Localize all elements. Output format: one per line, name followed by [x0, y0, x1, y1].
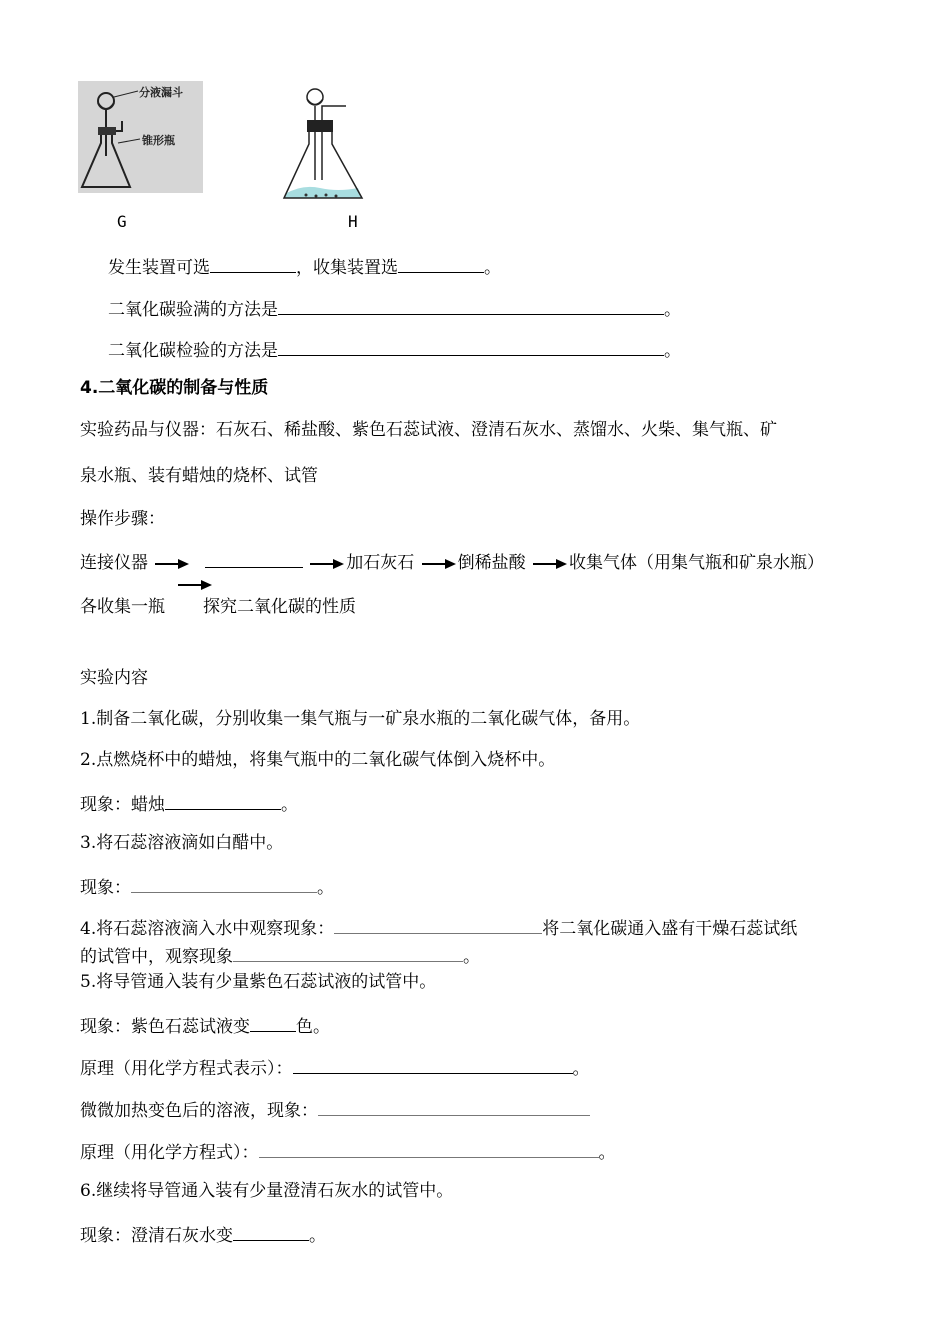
- full-check-question: [108, 296, 681, 321]
- step-text: 收集气体（用集气瓶和矿泉水瓶）: [569, 553, 825, 573]
- procedure-flow: [80, 549, 824, 574]
- procedure-arrow-2: [176, 574, 214, 594]
- flask-label: 锥形瓶: [142, 134, 175, 147]
- generation-collection-question: [108, 254, 501, 279]
- apparatus-h-drawing: [280, 84, 370, 209]
- question-text: 将二氧化碳通入盛有干燥石蕊试纸: [542, 919, 798, 939]
- answer-blank[interactable]: [205, 549, 303, 568]
- question-text: 微微加热变色后的溶液，现象：: [80, 1101, 318, 1121]
- content-item-5-observation: [80, 1013, 330, 1038]
- step-text: 连接仪器: [80, 553, 148, 573]
- question-text: 原理（用化学方程式）：: [80, 1143, 259, 1163]
- procedure-flow-2: [80, 596, 356, 618]
- content-item-5-heating: [80, 1097, 590, 1122]
- answer-blank[interactable]: [398, 254, 484, 273]
- question-text: 二氧化碳检验的方法是: [108, 341, 278, 361]
- apparatus-g-drawing: [78, 81, 203, 193]
- answer-blank[interactable]: [233, 943, 463, 962]
- content-item-1: 1.制备二氧化碳，分别收集一集气瓶与一矿泉水瓶的二氧化碳气体，备用。: [80, 709, 641, 729]
- period: 。: [484, 258, 501, 278]
- question-text: 发生装置可选: [108, 258, 210, 278]
- section-title: 4.二氧化碳的制备与性质: [80, 378, 269, 398]
- content-item-4: [80, 915, 797, 940]
- content-item-4-cont: [80, 943, 480, 968]
- content-item-5-principle: [80, 1055, 590, 1080]
- content-item-3-observation: [80, 874, 334, 899]
- question-text: 4.将石蕊溶液滴入水中观察现象：: [80, 919, 335, 939]
- period: 。: [309, 1226, 326, 1246]
- answer-blank[interactable]: [210, 254, 296, 273]
- period: 。: [664, 341, 681, 361]
- question-text: 色。: [296, 1017, 330, 1037]
- step-text: 探究二氧化碳的性质: [203, 597, 356, 617]
- arrow-icon: [155, 559, 189, 569]
- answer-blank[interactable]: [318, 1097, 590, 1116]
- observation-label: 现象：: [80, 878, 131, 898]
- period: 。: [572, 1059, 590, 1079]
- question-text: 二氧化碳验满的方法是: [108, 300, 278, 320]
- arrow-icon: [178, 580, 212, 590]
- content-item-6: 6.继续将导管通入装有少量澄清石灰水的试管中。: [80, 1181, 454, 1201]
- answer-blank[interactable]: [250, 1013, 296, 1032]
- answer-blank[interactable]: [278, 337, 664, 356]
- figure-g-apparatus: [78, 81, 203, 193]
- answer-blank[interactable]: [165, 791, 281, 810]
- content-item-3: 3.将石蕊溶液滴如白醋中。: [80, 833, 284, 853]
- step-text: 倒稀盐酸: [457, 553, 526, 573]
- figure-g-caption: G: [117, 212, 127, 231]
- period: 。: [317, 878, 334, 898]
- period: 。: [281, 795, 298, 815]
- step-text: 各收集一瓶: [80, 597, 165, 617]
- content-title: 实验内容: [80, 668, 148, 688]
- arrow-icon: [310, 559, 344, 569]
- period: 。: [664, 300, 681, 320]
- step-text: 加石灰石: [346, 553, 415, 573]
- answer-blank[interactable]: [293, 1055, 573, 1074]
- period: 。: [598, 1143, 616, 1163]
- materials-line-2: 泉水瓶、装有蜡烛的烧杯、试管: [80, 466, 318, 486]
- answer-blank[interactable]: [233, 1222, 309, 1241]
- answer-blank[interactable]: [278, 296, 664, 315]
- observation-label: 现象：紫色石蕊试液变: [80, 1017, 250, 1037]
- arrow-icon: [533, 559, 567, 569]
- question-text: 的试管中，观察现象: [80, 947, 233, 967]
- content-item-2-observation: [80, 791, 298, 816]
- question-text: ，收集装置选: [296, 258, 398, 278]
- figure-h-caption: H: [348, 212, 358, 231]
- content-item-6-observation: [80, 1222, 326, 1247]
- identification-question: [108, 337, 681, 362]
- content-item-5-principle-2: [80, 1139, 616, 1164]
- arrow-icon: [422, 559, 456, 569]
- funnel-label: 分液漏斗: [139, 86, 183, 99]
- content-item-5: 5.将导管通入装有少量紫色石蕊试液的试管中。: [80, 972, 437, 992]
- figure-h-apparatus: [280, 84, 370, 209]
- answer-blank[interactable]: [131, 874, 317, 893]
- steps-label: 操作步骤：: [80, 509, 165, 529]
- answer-blank[interactable]: [334, 915, 542, 934]
- answer-blank[interactable]: [259, 1139, 599, 1158]
- period: 。: [463, 947, 480, 967]
- observation-label: 现象：蜡烛: [80, 795, 165, 815]
- observation-label: 现象：澄清石灰水变: [80, 1226, 233, 1246]
- question-text: 原理（用化学方程式表示）：: [80, 1059, 293, 1079]
- content-item-2: 2.点燃烧杯中的蜡烛，将集气瓶中的二氧化碳气体倒入烧杯中。: [80, 750, 556, 770]
- materials-line-1: 实验药品与仪器：石灰石、稀盐酸、紫色石蕊试液、澄清石灰水、蒸馏水、火柴、集气瓶、矿: [80, 420, 777, 440]
